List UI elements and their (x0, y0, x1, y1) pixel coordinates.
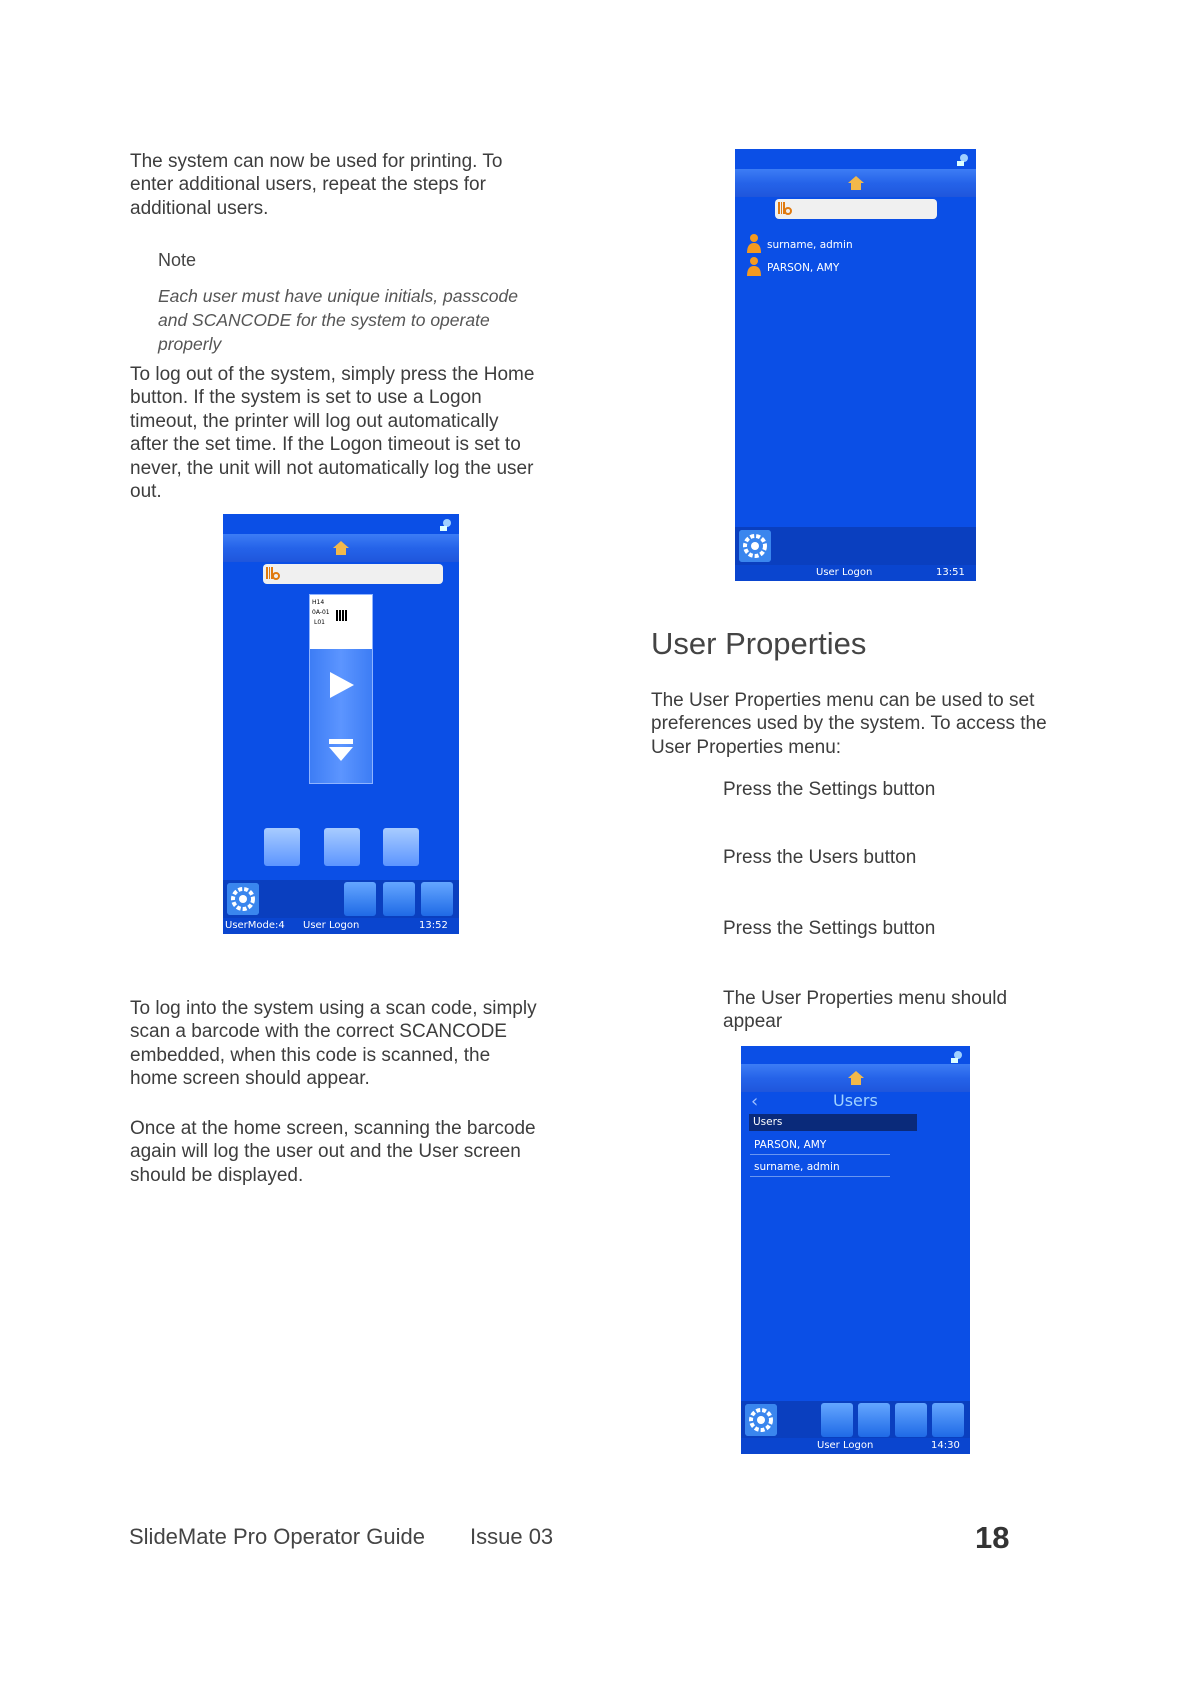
status-mode: UserMode:4 (225, 920, 285, 931)
delete-trash-button[interactable] (821, 1403, 853, 1437)
home-screen-screenshot (223, 514, 459, 934)
barcode-search-icon (265, 566, 281, 582)
scroll-down-button[interactable] (421, 882, 453, 916)
status-user: User Logon (817, 1440, 874, 1451)
user-row-parson[interactable]: PARSON, AMY (767, 262, 840, 274)
home-icon[interactable] (848, 1071, 864, 1085)
footer-guide-title: SlideMate Pro Operator Guide (129, 1524, 425, 1549)
status-user: User Logon (303, 920, 360, 931)
intro-paragraph: The system can now be used for printing. To enter additional users, repeat the steps for additional users. (130, 151, 503, 219)
home-icon[interactable] (848, 176, 864, 190)
network-icon (948, 1049, 964, 1065)
step-4: The User Properties menu should appear (723, 988, 1008, 1033)
user-help-button[interactable] (324, 828, 360, 866)
status-user: User Logon (816, 567, 873, 578)
scancode-paragraph: To log into the system using a scan code, simply scan a barcode with the correct SCANCODE embedded, when this code is scanned, the home screen should appear. (130, 998, 537, 1090)
page-number: 18 (975, 1520, 1010, 1555)
home-bar[interactable] (223, 534, 459, 562)
network-icon (437, 517, 453, 533)
list-item-admin[interactable]: surname, admin (750, 1158, 890, 1177)
users-title: Users (833, 1091, 878, 1110)
user-logon-screenshot (735, 149, 976, 581)
play-icon[interactable] (326, 670, 356, 700)
home-bar[interactable] (741, 1064, 970, 1092)
status-time: 14:30 (931, 1440, 960, 1451)
label-line-1: H14 (312, 599, 325, 606)
network-icon (954, 152, 970, 168)
step-1: Press the Settings button (723, 779, 936, 800)
section-heading: User Properties (651, 626, 867, 661)
status-bar (223, 918, 459, 934)
slide-panel[interactable] (309, 594, 373, 784)
settings-gear-icon[interactable] (739, 530, 771, 562)
settings-gear-icon[interactable] (745, 1404, 777, 1436)
list-item-users-selected[interactable]: Users (749, 1114, 917, 1131)
home-bar[interactable] (735, 169, 976, 197)
label-preview (310, 595, 372, 649)
eject-icon[interactable] (326, 735, 356, 765)
confirm-check-button[interactable] (932, 1403, 964, 1437)
user-row-admin[interactable]: surname, admin (767, 239, 853, 251)
settings-gear-icon[interactable] (227, 883, 259, 915)
bottom-toolbar (741, 1401, 970, 1439)
user-person-icon (747, 233, 761, 253)
logout-scan-paragraph: Once at the home screen, scanning the barcode again will log the user out and the User screen should be displayed. (130, 1118, 536, 1186)
note-text: Each user must have unique initials, passcode and SCANCODE for the system to operate properly (158, 286, 518, 354)
home-icon[interactable] (333, 541, 349, 555)
status-bar (735, 565, 976, 581)
add-button[interactable] (895, 1403, 927, 1437)
note-title: Note (158, 250, 197, 270)
footer-issue: Issue 03 (470, 1524, 554, 1549)
barcode-search-icon (777, 201, 793, 217)
back-chevron-icon[interactable]: ‹ (751, 1091, 759, 1112)
datamatrix-icon (336, 610, 347, 621)
bottom-toolbar (735, 527, 976, 565)
user-person-icon (747, 256, 761, 276)
layers-button[interactable] (344, 882, 376, 916)
status-time: 13:52 (419, 920, 448, 931)
label-line-3: L01 (314, 619, 325, 626)
users-menu-screenshot (741, 1046, 970, 1454)
step-2: Press the Users button (723, 847, 917, 868)
list-item-parson[interactable]: PARSON, AMY (750, 1136, 890, 1155)
status-bar (741, 1438, 970, 1454)
step-3: Press the Settings button (723, 918, 936, 939)
bottom-toolbar (223, 880, 459, 918)
scan-input[interactable] (263, 564, 443, 584)
label-line-2: 0A-01 (312, 609, 330, 616)
scroll-up-button[interactable] (383, 882, 415, 916)
scan-input[interactable] (775, 199, 937, 219)
logout-paragraph: To log out of the system, simply press the Home button. If the system is set to use a Logon timeout, the printer will log out automatically after the set time. If the Logon timeout is set to never, the unit will not automatically log the user out. (130, 364, 535, 503)
print-confirm-button[interactable] (383, 828, 419, 866)
status-time: 13:51 (936, 567, 965, 578)
print-tray-button[interactable] (264, 828, 300, 866)
edit-button[interactable] (858, 1403, 890, 1437)
user-properties-intro: The User Properties menu can be used to set preferences used by the system. To access the User Properties menu: (651, 690, 1047, 758)
